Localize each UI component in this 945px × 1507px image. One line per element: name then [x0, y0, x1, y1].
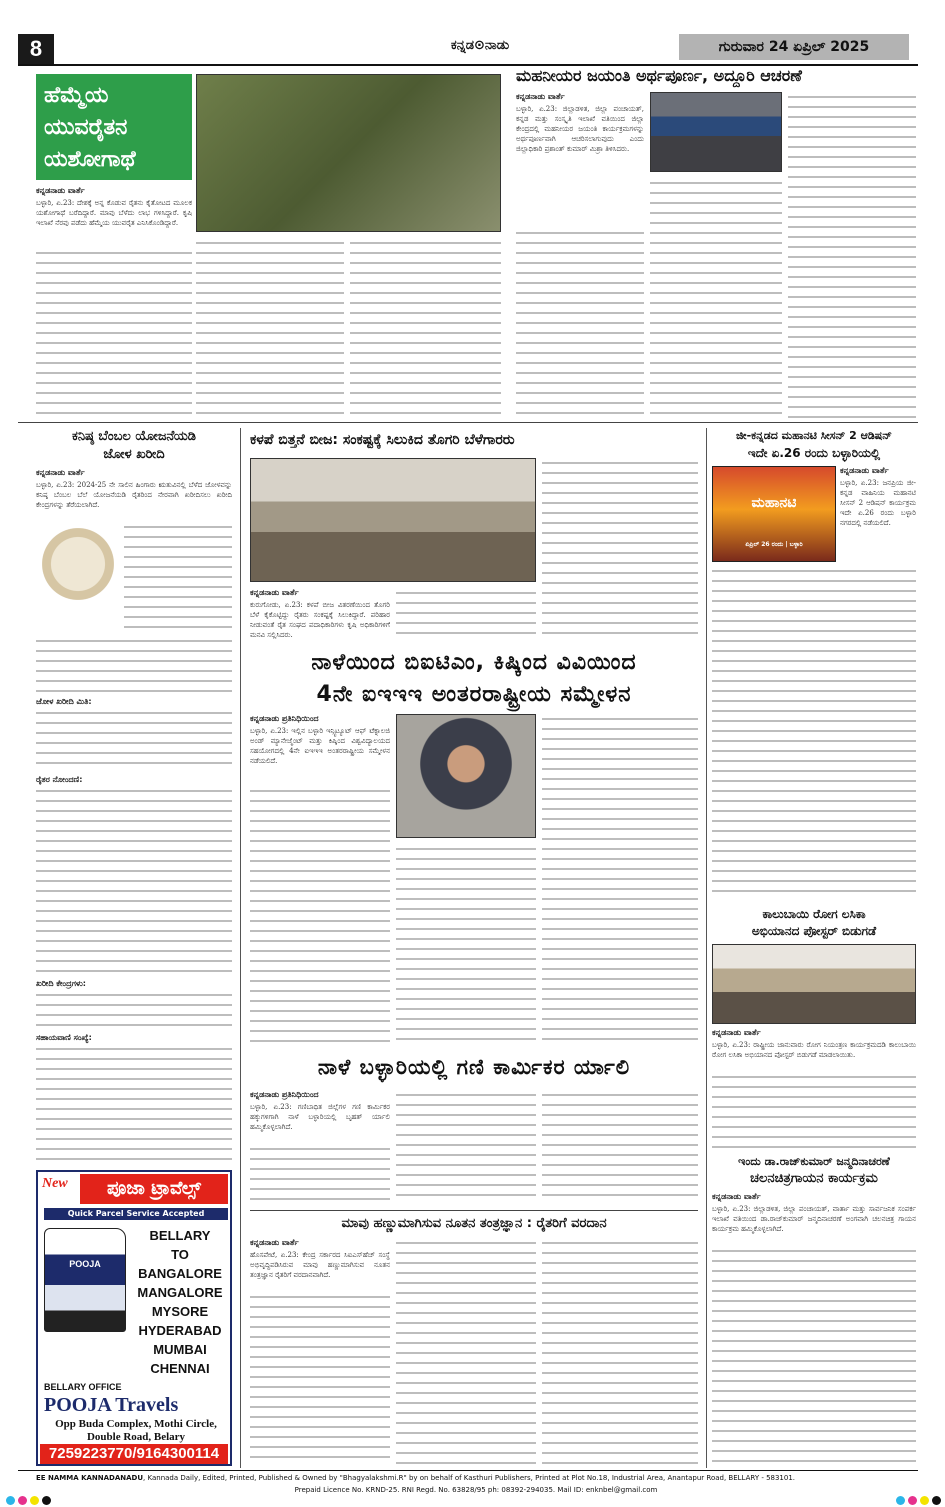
ad-office-label: BELLARY OFFICE [44, 1382, 122, 1392]
dateline: ಗುರುವಾರ 24 ಏಪ್ರಿಲ್ 2025 [679, 34, 909, 60]
registration-dot [30, 1496, 39, 1505]
sorghum-body-3 [36, 786, 232, 976]
imprint-line-2: Prepaid Licence No. KRND-25. RNI Regd. No. 63828/95 ph: 08392-294035. Mail ID: enknbel@gmail.com [294, 1486, 658, 1494]
sorghum-body-4 [36, 990, 232, 1030]
rally-body-col3 [542, 1090, 698, 1204]
sorghum-subhead-4: ಸಹಾಯವಾಣಿ ಸಂಖ್ಯೆ: [36, 1033, 92, 1042]
rally-headline: ನಾಳೆ ಬಳ್ಳಾರಿಯಲ್ಲಿ ಗಣಿ ಕಾರ್ಮಿಕರ ರ್ಯಾಲಿ [317, 1055, 631, 1079]
rally-byline: ಕನ್ನಡನಾಡು ಪ್ರತಿನಿಧಿಯಿಂದ [250, 1090, 319, 1099]
mahanati-poster [712, 466, 836, 562]
ad-city: MANGALORE [137, 1285, 223, 1300]
registration-dot [42, 1496, 51, 1505]
mahanati-headline-1: ಜೀ-ಕನ್ನಡದ ಮಹಾನಟಿ ಸೀಸನ್ 2 ಆಡಿಷನ್ [736, 429, 892, 442]
ad-parcel-strip: Quick Parcel Service Accepted [44, 1208, 228, 1220]
sorghum-grain-photo [36, 522, 120, 606]
pooja-travels-ad [36, 1170, 232, 1466]
conference-body-col3 [542, 714, 698, 1046]
conference-headline-2: 4ನೇ ಐಇಇಇ ಅಂತರರಾಷ್ಟ್ರೀಯ ಸಮ್ಮೇಳನ [316, 682, 632, 707]
mahanati-poster-date: ಏಪ್ರಿಲ್ 26 ರಂದು | ಬಳ್ಳಾರಿ [745, 541, 803, 548]
registration-dot [18, 1496, 27, 1505]
seeds-meeting-photo [250, 458, 536, 582]
mango-headline-2: ಯುವರೈತನ [44, 115, 128, 140]
mango-body-col2 [196, 238, 344, 418]
newspaper-brand: ಕನ್ನಡ⊙ನಾಡು [450, 38, 510, 53]
sorghum-headline-1: ಕನಿಷ್ಠ ಬೆಂಬಲ ಯೋಜನೆಯಡಿ [71, 429, 196, 444]
conference-body-col1 [250, 786, 390, 1046]
sorghum-body-5 [36, 1044, 232, 1164]
rajkumar-lead: ಬಳ್ಳಾರಿ, ಏ.23: ಜಿಲ್ಲಾಡಳಿತ, ಜಿಲ್ಲಾ ಪಂಚಾಯತ್, ವಾರ್ತಾ ಮತ್ತು ಸಾರ್ವಜನಿಕ ಸಂಪರ್ಕ ಇಲಾಖೆ ವತಿಯಿಂದ ಡಾ.ರಾಜ್‌ಕುಮಾರ್ ಜನ್ಮದಿನಾಚರಣೆ ಅಂಗವಾಗಿ ಚಲನಚಿತ್ರ ಗಾಯನ ಕಾರ್ಯಕ್ರಮ ಹಮ್ಮಿಕೊಳ್ಳಲಾಗಿದೆ. [712, 1205, 916, 1233]
column-divider-left [240, 428, 241, 1468]
jayanti-meeting-photo [650, 92, 782, 172]
ad-city: HYDERABAD [138, 1323, 222, 1338]
sorghum-subhead-1: ಜೋಳ ಖರೀದಿ ಮಿತಿ: [36, 697, 92, 706]
ad-city: BANGALORE [138, 1266, 222, 1281]
jayanti-body-col3 [788, 92, 916, 418]
column-divider-right [706, 428, 707, 1468]
mango-tech-byline: ಕನ್ನಡನಾಡು ವಾರ್ತೆ [250, 1238, 299, 1247]
rally-lead: ಬಳ್ಳಾರಿ, ಏ.23: ಗಣಿಬಾಧಿತ ಜಿಲ್ಲೆಗಳ ಗಣಿ ಕಾರ್ಮಿಕರ ಹಕ್ಕುಗಳಿಗಾಗಿ ನಾಳೆ ಬಳ್ಳಾರಿಯಲ್ಲಿ ಬೃಹತ್ ರ್ಯಾಲಿ ಹಮ್ಮಿಕೊಳ್ಳಲಾಗಿದೆ. [250, 1103, 390, 1131]
bus-label: POOJA [69, 1259, 101, 1269]
conference-portrait-photo [396, 714, 536, 838]
mango-tech-headline: ಮಾವು ಹಣ್ಣುಮಾಗಿಸುವ ನೂತನ ತಂತ್ರಜ್ಞಾನ : ರೈತರಿಗೆ ವರದಾನ [341, 1216, 607, 1231]
ad-title: ಪೂಜಾ ಟ್ರಾವೆಲ್ಸ್ [80, 1174, 228, 1204]
ad-cities [130, 1226, 230, 1378]
conference-headline-1: ನಾಳೆಯಿಂದ ಬಿಐಟಿಎಂ, ಕಿಷ್ಕಿಂದ ವಿವಿಯಿಂದ [311, 650, 637, 675]
ad-city: MYSORE [151, 1304, 209, 1319]
mango-lead: ಬಳ್ಳಾರಿ, ಏ.23: ದೇಶಕ್ಕೆ ಅನ್ನ ಕೊಡುವ ರೈತನು ಕೈತೋಟದ ಮೂಲಕ ಯಶೋಗಾಥೆ ಬರೆದಿದ್ದಾರೆ. ಮಾವು ಬೆಳೆದು ಲಾಭ ಗಳಿಸಿದ್ದಾರೆ. ಕೃಷಿ ಇಲಾಖೆ ನೆರವು ಪಡೆದು ಹೆಮ್ಮೆಯ ಯುವರೈತ ಎನಿಸಿಕೊಂಡಿದ್ದಾರೆ. [36, 199, 192, 227]
mahanati-lead: ಬಳ್ಳಾರಿ, ಏ.23: ಜನಪ್ರಿಯ ಜೀ-ಕನ್ನಡ ವಾಹಿನಿಯ ಮಹಾನಟಿ ಸೀಸನ್ 2 ಆಡಿಷನ್ ಕಾರ್ಯಕ್ರಮ ಇದೇ ಏ.26 ರಂದು ಬಳ್ಳಾರಿ ನಗರದಲ್ಲಿ ನಡೆಯಲಿದೆ. [840, 479, 916, 527]
page-number: 8 [18, 34, 54, 64]
sorghum-body-1 [36, 636, 232, 694]
fmd-lead: ಬಳ್ಳಾರಿ, ಏ.23: ರಾಷ್ಟ್ರೀಯ ಜಾನುವಾರು ರೋಗ ನಿಯಂತ್ರಣ ಕಾರ್ಯಕ್ರಮದಡಿ ಕಾಲುಬಾಯಿ ರೋಗ ಲಸಿಕಾ ಅಭಿಯಾನದ ಪೋಸ್ಟರ್ ಬಿಡುಗಡೆ ಮಾಡಲಾಯಿತು. [712, 1041, 916, 1059]
mahanati-body [712, 566, 916, 900]
fmd-headline-2: ಅಭಿಯಾನದ ಪೋಸ್ಟರ್ ಬಿಡುಗಡೆ [751, 924, 877, 938]
jayanti-headline: ಮಹನೀಯರ ಜಯಂತಿ ಅರ್ಥಪೂರ್ಣ, ಅದ್ದೂರಿ ಆಚರಣೆ [516, 66, 802, 85]
ad-address [42, 1418, 230, 1444]
jayanti-body-col2 [650, 178, 782, 418]
ad-address-line: Opp Buda Complex, Mothi Circle, [55, 1418, 217, 1430]
sorghum-headline-2: ಜೋಳ ಖರೀದಿ [103, 447, 165, 462]
row-rule-1 [18, 422, 918, 423]
sorghum-subhead-3: ಖರೀದಿ ಕೇಂದ್ರಗಳು: [36, 979, 87, 988]
mahanati-headline-2: ಇದೇ ಏ.26 ರಂದು ಬಳ್ಳಾರಿಯಲ್ಲಿ [747, 446, 881, 460]
registration-dot [908, 1496, 917, 1505]
mango-byline: ಕನ್ನಡನಾಡು ವಾರ್ತೆ [36, 186, 85, 195]
registration-dot [920, 1496, 929, 1505]
footer-rule [18, 1470, 918, 1471]
ad-city: BELLARY [149, 1228, 211, 1243]
conference-lead: ಬಳ್ಳಾರಿ, ಏ.23: ಇಲ್ಲಿನ ಬಳ್ಳಾರಿ ಇನ್ಸ್ಟಿಟ್ಯೂಟ್ ಆಫ್ ಟೆಕ್ನಾಲಜಿ ಅಂಡ್ ಮ್ಯಾನೇಜ್ಮೆಂಟ್ ಮತ್ತು ಕಿಷ್ಕಿಂದ ವಿಶ್ವವಿದ್ಯಾಲಯದ ಸಹಯೋಗದಲ್ಲಿ 4ನೇ ಐಇಇಇ ಅಂತರರಾಷ್ಟ್ರೀಯ ಸಮ್ಮೇಳನ ನಡೆಯಲಿದೆ. [250, 727, 390, 765]
jayanti-byline: ಕನ್ನಡನಾಡು ವಾರ್ತೆ [516, 92, 565, 101]
mahanati-poster-title: ಮಹಾನಟಿ [751, 495, 797, 511]
registration-dot [932, 1496, 941, 1505]
conference-byline: ಕನ್ನಡನಾಡು ಪ್ರತಿನಿಧಿಯಿಂದ [250, 714, 319, 723]
imprint-line-1 [36, 1474, 916, 1482]
fmd-headline-1: ಕಾಲುಬಾಯಿ ರೋಗ ಲಸಿಕಾ [762, 907, 866, 921]
sorghum-body-wrap [124, 522, 232, 632]
seeds-lead: ಕುರುಗೋಡು, ಏ.23: ಕಳಪೆ ಬೀಜ ವಿತರಣೆಯಿಂದ ತೊಗರಿ ಬೆಳೆ ಕೈಕೊಟ್ಟಿದ್ದು ರೈತರು ಸಂಕಷ್ಟಕ್ಕೆ ಸಿಲುಕಿದ್ದಾರೆ. ಪರಿಹಾರ ನೀಡುವಂತೆ ರೈತ ಸಂಘದ ಪದಾಧಿಕಾರಿಗಳು ಕೃಷಿ ಅಧಿಕಾರಿಗಳಿಗೆ ಮನವಿ ಸಲ್ಲಿಸಿದರು. [250, 601, 390, 639]
mango-headline-3: ಯಶೋಗಾಥೆ [44, 147, 136, 172]
mango-orchard-photo [196, 74, 501, 232]
mango-tech-body-col3 [542, 1238, 698, 1466]
mango-body-col3 [350, 238, 501, 418]
seeds-body-col2 [396, 588, 536, 640]
rajkumar-body [712, 1246, 916, 1466]
rajkumar-headline-1: ಇಂದು ಡಾ.ರಾಜ್‌ಕುಮಾರ್ ಜನ್ಮದಿನಾಚರಣೆ [738, 1155, 890, 1168]
mango-tech-rule [250, 1210, 698, 1211]
bus-image [44, 1228, 126, 1332]
mango-tech-lead: ಹೊಸಪೇಟೆ, ಏ.23: ಕೇಂದ್ರ ಸರ್ಕಾರದ ಸಿಐಎಸ್‌ಹೆಚ್ ಸಂಸ್ಥೆ ಅಭಿವೃದ್ಧಿಪಡಿಸಿರುವ ಮಾವು ಹಣ್ಣುಮಾಗಿಸುವ ನೂತನ ತಂತ್ರಜ್ಞಾನ ರೈತರಿಗೆ ವರದಾನವಾಗಿದೆ. [250, 1251, 390, 1279]
sorghum-subhead-2: ರೈತರ ನೋಂದಣಿ: [36, 775, 83, 784]
mango-headline-box [36, 74, 192, 180]
rally-body-col1 [250, 1144, 390, 1204]
mango-tech-body-col1 [250, 1292, 390, 1466]
mango-headline-1: ಹೆಮ್ಮೆಯ [44, 83, 109, 108]
jayanti-body-col1 [516, 228, 644, 418]
mango-tech-body-col2 [396, 1238, 536, 1466]
ad-brand: POOJA Travels [44, 1394, 179, 1416]
fmd-poster-release-photo [712, 944, 916, 1024]
seeds-byline: ಕನ್ನಡನಾಡು ವಾರ್ತೆ [250, 588, 299, 597]
imprint-name: EE NAMMA KANNADANADU [36, 1474, 144, 1482]
conference-body-col2 [396, 844, 536, 1046]
seeds-body-col3 [542, 458, 698, 640]
imprint-details: , Kannada Daily, Edited, Printed, Published & Owned by "Bhagyalakshmi.R" by on behalf of Kasthuri Publishers, Printed at Plot No.18, Industrial Area, Anantapur Road, BELLARY - 583101. [143, 1474, 796, 1482]
rally-body-col2 [396, 1090, 536, 1204]
registration-dot [896, 1496, 905, 1505]
seeds-headline: ಕಳಪೆ ಬಿತ್ತನೆ ಬೀಜ: ಸಂಕಷ್ಟಕ್ಕೆ ಸಿಲುಕಿದ ತೊಗರಿ ಬೆಳೆಗಾರರು [250, 432, 515, 448]
ad-city: MUMBAI [153, 1342, 207, 1357]
ad-phone: 7259223770/9164300114 [40, 1444, 228, 1464]
ad-city: CHENNAI [150, 1361, 210, 1376]
rajkumar-byline: ಕನ್ನಡನಾಡು ವಾರ್ತೆ [712, 1192, 761, 1201]
ad-address-line: Double Road, Belary [86, 1431, 186, 1443]
rajkumar-headline-2: ಚಲನಚಿತ್ರಗಾಯನ ಕಾರ್ಯಕ್ರಮ [750, 1171, 878, 1186]
sorghum-byline: ಕನ್ನಡನಾಡು ವಾರ್ತೆ [36, 468, 85, 477]
mahanati-byline: ಕನ್ನಡನಾಡು ವಾರ್ತೆ [840, 466, 889, 475]
mango-body-col1 [36, 248, 192, 418]
ad-city: TO [171, 1247, 189, 1262]
jayanti-lead: ಬಳ್ಳಾರಿ, ಏ.23: ಜಿಲ್ಲಾಡಳಿತ, ಜಿಲ್ಲಾ ಪಂಚಾಯತ್, ಕನ್ನಡ ಮತ್ತು ಸಂಸ್ಕೃತಿ ಇಲಾಖೆ ವತಿಯಿಂದ ಜಿಲ್ಲಾ ಕೇಂದ್ರದಲ್ಲಿ ಮಹನೀಯರ ಜಯಂತಿ ಕಾರ್ಯಕ್ರಮಗಳನ್ನು ಅರ್ಥಪೂರ್ಣವಾಗಿ ಆಚರಿಸಲಾಗುವುದು ಎಂದು ಜಿಲ್ಲಾಧಿಕಾರಿ ಪ್ರಶಾಂತ್ ಕುಮಾರ್ ಮಿಶ್ರಾ ತಿಳಿಸಿದರು. [516, 105, 644, 153]
fmd-byline: ಕನ್ನಡನಾಡು ವಾರ್ತೆ [712, 1028, 761, 1037]
registration-dot [6, 1496, 15, 1505]
sorghum-lead: ಬಳ್ಳಾರಿ, ಏ.23: 2024-25 ನೇ ಸಾಲಿನ ಹಿಂಗಾರು ಋತುವಿನಲ್ಲಿ ಬೆಳೆದ ಜೋಳವನ್ನು ಕನಿಷ್ಠ ಬೆಂಬಲ ಬೆಲೆ ಯೋಜನೆಯಡಿ ರೈತರಿಂದ ನೇರವಾಗಿ ಖರೀದಿಸಲು ಖರೀದಿ ಕೇಂದ್ರಗಳನ್ನು ತೆರೆಯಲಾಗಿದೆ. [36, 481, 232, 509]
fmd-body [712, 1072, 916, 1148]
ad-new-label: New [42, 1176, 68, 1191]
sorghum-body-2 [36, 708, 232, 772]
